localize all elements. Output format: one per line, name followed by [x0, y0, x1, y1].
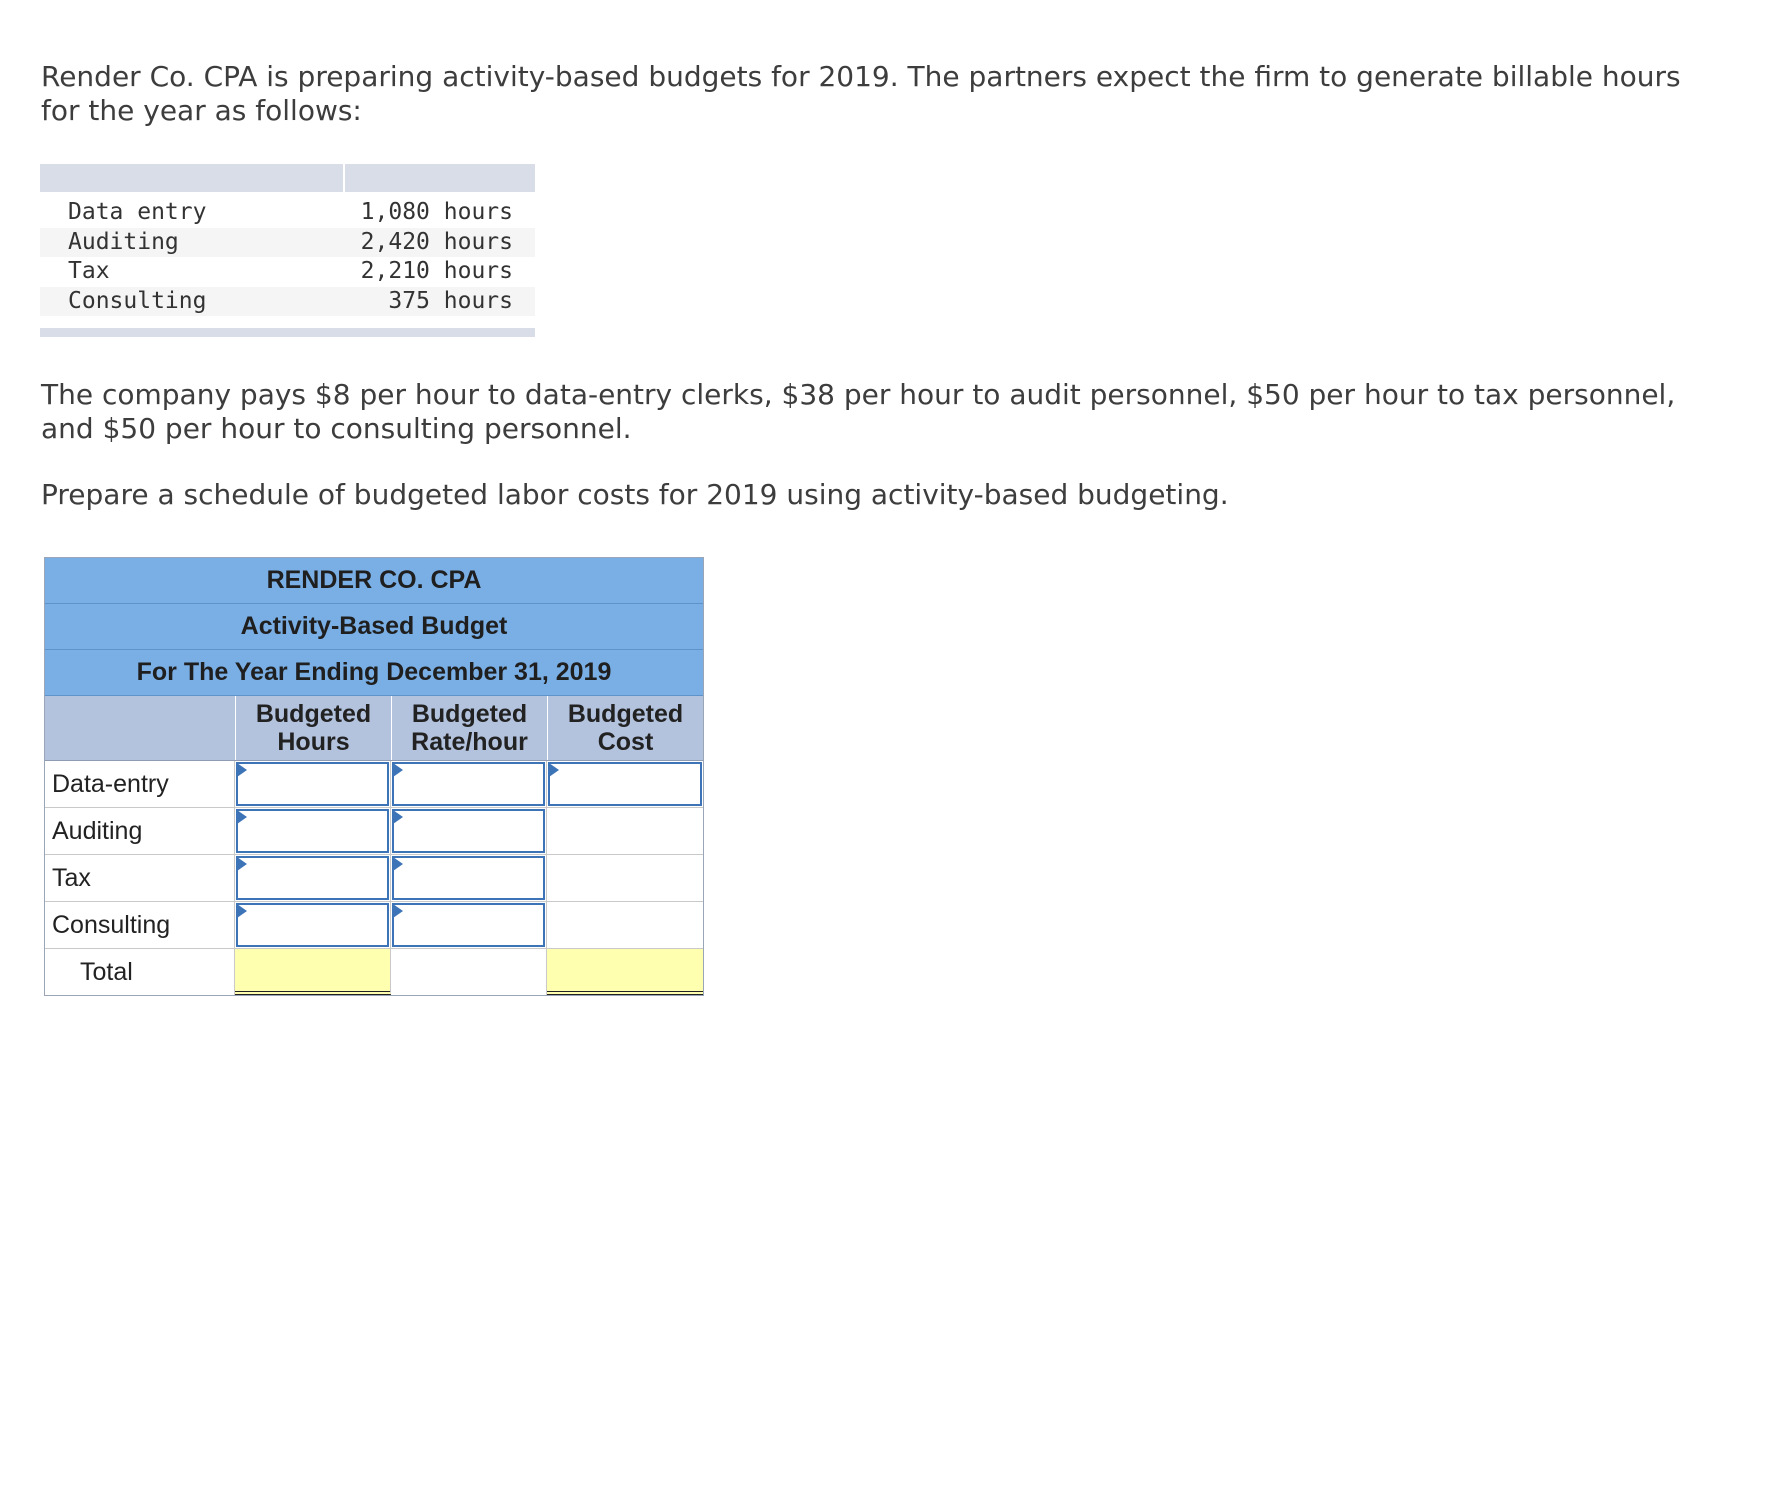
rate-cell [391, 808, 547, 854]
total-hours-cell [235, 949, 391, 995]
billable-hours-table [40, 164, 535, 337]
hours-row-value: 2,420 hours [360, 228, 513, 255]
budget-row-total [45, 949, 703, 995]
hours-row-label: Data entry [68, 199, 207, 225]
header-budgeted-cost: Budgeted Cost [547, 696, 703, 760]
rate-cell [391, 761, 547, 807]
header-budgeted-hours: Budgeted Hours [235, 696, 391, 760]
row-label: Consulting [45, 902, 235, 948]
hours-row-value: 2,210 hours [360, 258, 513, 284]
hours-cell [235, 761, 391, 807]
tax-rate-input[interactable] [392, 856, 545, 900]
consulting-rate-input[interactable] [392, 903, 545, 947]
hours-table-header [40, 164, 535, 192]
rate-cell [391, 855, 547, 901]
hours-row [40, 198, 535, 228]
blank-header [45, 696, 235, 760]
activity-budget-table [44, 557, 704, 996]
total-cost-cell [547, 949, 703, 995]
consulting-hours-input[interactable] [236, 903, 389, 947]
budget-row-consulting [45, 902, 703, 949]
row-label: Data-entry [45, 761, 235, 807]
hours-cell [235, 855, 391, 901]
auditing-rate-input[interactable] [392, 809, 545, 853]
data-entry-cost-input[interactable] [548, 762, 702, 806]
tax-cost-cell [547, 855, 703, 901]
rates-text: The company pays $8 per hour to data-entry clerks, $38 per hour to audit personnel, $50 per hour to tax personnel, and $50 per hour to consulting personnel. [41, 378, 1676, 445]
total-label: Total [45, 949, 235, 995]
data-entry-rate-input[interactable] [392, 762, 545, 806]
hours-row-label: Consulting [68, 287, 207, 314]
hours-row [40, 257, 535, 287]
budget-row-tax [45, 855, 703, 902]
hours-cell [235, 902, 391, 948]
hours-row-label: Tax [68, 258, 110, 284]
cost-cell [547, 761, 703, 807]
total-rate-cell-blank [391, 949, 547, 995]
hours-cell [235, 808, 391, 854]
row-label: Auditing [45, 808, 235, 854]
hours-row-label: Auditing [68, 228, 179, 255]
budget-period: For The Year Ending December 31, 2019 [45, 650, 703, 696]
data-entry-hours-input[interactable] [236, 762, 389, 806]
budget-column-headers [45, 696, 703, 761]
hours-row-value: 1,080 hours [360, 199, 513, 225]
auditing-cost-cell [547, 808, 703, 854]
budget-company-name: RENDER CO. CPA [45, 558, 703, 604]
tax-hours-input[interactable] [236, 856, 389, 900]
hours-row-value: 375 hours [388, 287, 513, 314]
budget-row-auditing [45, 808, 703, 855]
hours-table-footer [40, 328, 535, 337]
hours-row [40, 287, 535, 317]
rate-cell [391, 902, 547, 948]
hours-row [40, 228, 535, 258]
auditing-hours-input[interactable] [236, 809, 389, 853]
budget-row-data-entry [45, 761, 703, 808]
row-label: Tax [45, 855, 235, 901]
intro-text: Render Co. CPA is preparing activity-based budgets for 2019. The partners expect the firm to generate billable hours for the year as follows: [41, 60, 1681, 127]
budget-title: Activity-Based Budget [45, 604, 703, 650]
consulting-cost-cell [547, 902, 703, 948]
instruction-text: Prepare a schedule of budgeted labor costs for 2019 using activity-based budgeting. [41, 478, 1229, 511]
header-budgeted-rate: Budgeted Rate/hour [391, 696, 547, 760]
